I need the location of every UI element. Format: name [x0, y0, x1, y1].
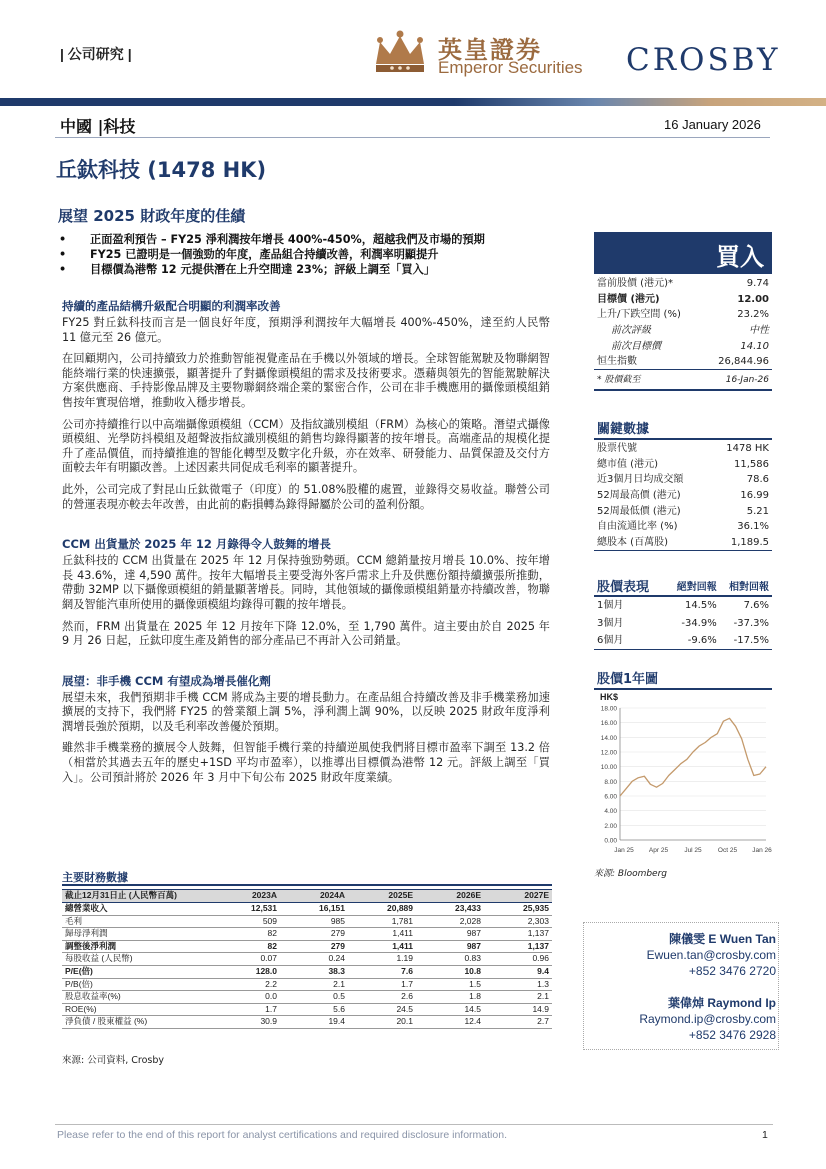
rating-row: 當前股價 (港元)* 9.74: [597, 278, 769, 289]
table-cell: 19.4: [280, 1016, 348, 1029]
paragraph: 展望未來，我們預期非手機 CCM 將成為主要的增長動力。在產品組合持續改善及非手機業務加速擴展的支持下，我們將 FY25 的營業額上調 5%，淨利潤上調 90%，以反映 2025 財政年度淨利潤增長強於預期，以及毛利率改善優於預期。: [62, 690, 550, 733]
key-data-row: 52周最低價 (港元) 5.21: [597, 505, 769, 517]
table-cell: 股息收益率(%): [62, 991, 212, 1004]
table-cell: 9.4: [484, 965, 552, 978]
y-tick-label: 10.00: [600, 764, 617, 772]
table-cell: 0.83: [416, 953, 484, 966]
table-header-cell: 2024A: [280, 890, 348, 903]
table-cell: 2.2: [212, 978, 280, 991]
table-cell: 5.6: [280, 1003, 348, 1016]
performance-header: 股價表現 絕對回報 相對回報: [594, 579, 772, 597]
table-cell: 987: [416, 928, 484, 941]
table-cell: 16,151: [280, 903, 348, 916]
table-cell: 985: [280, 915, 348, 928]
table-cell: 調整後淨利潤: [62, 940, 212, 953]
financials-source: 來源: 公司資料, Crosby: [62, 1055, 165, 1066]
table-row: [62, 991, 552, 1004]
table-cell: 2.6: [348, 991, 416, 1004]
table-cell: 12,531: [212, 903, 280, 916]
paragraph: 公司亦持續推行以中高端攝像頭模組（CCM）及指紋識別模組（FRM）為核心的策略。潛望式攝像頭模組、光學防抖模組及超聲波指紋識別模組的銷售均錄得顯著的按年增長。高端產品的規模化提升了產品價值，而持續推進的智能化轉型及數字化升級，亦在效率、研發能力、品質保證及交付方面較去年有明顯改善。上述因素共同促成毛利率的顯著提升。: [62, 417, 550, 475]
key-data-row: 近3個月日均成交額 78.6: [597, 474, 769, 486]
section-heading: 持續的產品結構升級配合明顯的利潤率改善: [62, 299, 281, 313]
paragraph: 然而，FRM 出貨量在 2025 年 12 月按年下降 12.0%，至 1,790 萬件。這主要由於自 2025 年 9 月 26 日起，丘鈦印度生產及銷售的部分產品已不再計入公司銷量。: [62, 619, 550, 648]
table-cell: 987: [416, 940, 484, 953]
table-header-cell: 2027E: [484, 890, 552, 903]
table-cell: 0.96: [484, 953, 552, 966]
table-row: [62, 940, 552, 953]
key-point-3: • 目標價為港幣 12 元提供潛在上升空間達 23%；評級上調至「買入」: [56, 263, 576, 277]
table-row: [62, 978, 552, 991]
table-cell: 20,889: [348, 903, 416, 916]
key-point-2: • FY25 已證明是一個強勁的年度，產品組合持續改善，利潤率明顯提升: [56, 248, 576, 262]
y-tick-label: 2.00: [604, 822, 617, 830]
table-cell: 82: [212, 940, 280, 953]
table-cell: 12.4: [416, 1016, 484, 1029]
page-number: 1: [762, 1129, 768, 1141]
key-data-row: 股票代號 1478 HK: [597, 443, 769, 454]
rating-row: 恒生指數 26,844.96: [594, 354, 772, 370]
price-chart: [594, 690, 784, 868]
y-tick-label: 12.00: [600, 749, 617, 757]
emperor-crown-logo: [370, 28, 430, 78]
report-subtitle: 展望 2025 財政年度的佳績: [58, 207, 246, 225]
rating-label: 買入: [716, 243, 764, 271]
y-tick-label: 14.00: [600, 734, 617, 742]
key-points: [56, 233, 576, 277]
table-cell: 23,433: [416, 903, 484, 916]
table-cell: 14.5: [416, 1003, 484, 1016]
table-row: [62, 928, 552, 941]
rating-banner: [594, 232, 772, 274]
company-title: 丘鈦科技 (1478 HK): [56, 158, 267, 182]
table-cell: 24.5: [348, 1003, 416, 1016]
table-cell: 總營業收入: [62, 903, 212, 916]
table-cell: 14.9: [484, 1003, 552, 1016]
rating-row: 上升/下跌空間 (%) 23.2%: [597, 309, 769, 321]
table-row: [62, 1003, 552, 1016]
logo-cn: 英皇證券: [438, 36, 542, 64]
table-cell: 2,303: [484, 915, 552, 928]
section-heading: 展望：非手機 CCM 有望成為增長催化劑: [62, 673, 271, 688]
rating-row: 前次評級 中性: [611, 325, 769, 337]
y-tick-label: 18.00: [600, 705, 617, 713]
performance-row: 6個月 -9.6% -17.5%: [594, 632, 772, 650]
price-date-note: * 股價截至 16-Jan-26: [594, 373, 772, 391]
x-tick-label: Jul 25: [684, 847, 702, 854]
table-cell: 0.24: [280, 953, 348, 966]
table-cell: 7.6: [348, 965, 416, 978]
financials-title-rule: [62, 884, 552, 886]
report-type: | 公司研究 |: [60, 46, 132, 62]
table-cell: 1.8: [416, 991, 484, 1004]
table-cell: 2.1: [280, 978, 348, 991]
chart-source: 來源: Bloomberg: [594, 869, 668, 879]
performance-row: 3個月 -34.9% -37.3%: [597, 617, 770, 629]
table-cell: 1.19: [348, 953, 416, 966]
table-cell: 10.8: [416, 965, 484, 978]
header-bar: [0, 98, 826, 106]
price-chart-title: 股價1年圖: [594, 668, 772, 690]
key-point-1: • 正面盈利預告 – FY25 淨利潤按年增長 400%-450%，超越我們及市場的預期: [56, 233, 576, 247]
table-cell: 毛利: [62, 915, 212, 928]
footer-disclaimer: Please refer to the end of this report for analyst certifications and required disclosure information.: [57, 1129, 507, 1141]
x-tick-label: Apr 25: [648, 847, 669, 854]
y-tick-label: 6.00: [604, 793, 617, 801]
logo-en: Emperor Securities: [438, 58, 583, 77]
table-cell: 509: [212, 915, 280, 928]
performance-row: 1個月 14.5% 7.6%: [597, 600, 770, 611]
table-cell: 1,137: [484, 940, 552, 953]
key-data-row: 總市值 (港元) 11,586: [597, 458, 769, 470]
table-row: [62, 965, 552, 978]
table-cell: 38.3: [280, 965, 348, 978]
table-cell: 1,411: [348, 928, 416, 941]
table-cell: 每股收益 (人民幣): [62, 953, 212, 966]
table-cell: 1,411: [348, 940, 416, 953]
financials-title: 主要財務數據: [62, 871, 128, 884]
sector-rule: [55, 137, 770, 138]
table-header-row: [62, 890, 552, 903]
table-cell: 2,028: [416, 915, 484, 928]
y-axis-label: HK$: [600, 692, 619, 702]
y-tick-label: 4.00: [604, 808, 617, 816]
y-tick-label: 16.00: [600, 720, 617, 728]
table-cell: 25,935: [484, 903, 552, 916]
key-data-row: 總股本 (百萬股) 1,189.5: [594, 535, 772, 551]
table-row: [62, 915, 552, 928]
analyst-email[interactable]: Ewuen.tan@crosby.com: [646, 948, 776, 962]
table-cell: 1.3: [484, 978, 552, 991]
x-tick-label: Oct 25: [717, 847, 738, 854]
table-header-cell: 2026E: [416, 890, 484, 903]
table-cell: 淨負債 / 股東權益 (%): [62, 1016, 212, 1029]
table-cell: P/E(倍): [62, 965, 212, 978]
table-cell: 20.1: [348, 1016, 416, 1029]
table-header-cell: 2025E: [348, 890, 416, 903]
paragraph: FY25 對丘鈦科技而言是一個良好年度，預期淨利潤按年大幅增長 400%-450%，達至約人民幣 11 億元至 26 億元。: [62, 316, 550, 344]
paragraph: 丘鈦科技的 CCM 出貨量在 2025 年 12 月保持強勁勢頭。CCM 總銷量按月增長 10.0%、按年增長 43.6%，達 4,590 萬件。按年大幅增長主要受海外客戶需求上升及供應份額持續擴張所推動，帶動 32MP 以下攝像頭模組的銷量顯著增長。同時，其他領域的攝像頭模組銷量亦持續改善，物聯網及智能汽車所使用的攝像頭模組均錄得可觀的按年增長。: [62, 554, 550, 611]
y-tick-label: 8.00: [604, 778, 617, 786]
report-date: 16 January 2026: [664, 117, 761, 132]
crosby-logo: CROSBY: [626, 42, 781, 78]
key-data-title: 關鍵數據: [594, 418, 772, 440]
table-row: [62, 1016, 552, 1029]
table-cell: P/B(倍): [62, 978, 212, 991]
crown-icon: [370, 28, 430, 78]
sector-label: 中國 |科技: [60, 117, 136, 136]
table-cell: 1,137: [484, 928, 552, 941]
analyst-email[interactable]: Raymond.ip@crosby.com: [639, 1012, 776, 1026]
key-data-block: [594, 418, 772, 551]
table-cell: 2.1: [484, 991, 552, 1004]
section-heading: CCM 出貨量於 2025 年 12 月錄得令人鼓舞的增長: [62, 537, 331, 552]
table-cell: 279: [280, 940, 348, 953]
analyst-name: 陳儀雯 E Wuen Tan: [669, 932, 776, 946]
price-series-line: [620, 718, 766, 796]
paragraph: 在回顧期內，公司持續致力於推動智能視覺產品在手機以外領域的增長。全球智能駕駛及物聯網智能終端行業的快速擴張，顯著提升了對攝像頭模組的需求及技術要求。憑藉與領先的智能駕駛解決方案供應商、手持影像品牌及主要物聯網終端企業的緊密合作，公司在非手機應用的攝像頭模組銷售按年實現倍增，推動收入穩步增長。: [62, 352, 550, 409]
analyst-block: [583, 931, 776, 1043]
table-cell: 0.5: [280, 991, 348, 1004]
table-cell: 0.0: [212, 991, 280, 1004]
main-column: [62, 298, 550, 785]
table-row: [62, 903, 552, 916]
table-cell: 1.7: [348, 978, 416, 991]
price-chart-svg: [594, 690, 784, 868]
x-tick-label: Jan 25: [614, 847, 634, 854]
table-cell: 歸母淨利潤: [62, 928, 212, 941]
x-tick-label: Jan 26: [752, 847, 772, 854]
financial-table: [62, 889, 552, 1029]
table-cell: 1.5: [416, 978, 484, 991]
table-header-cell: 截止12月31日止 (人民幣百萬): [62, 890, 212, 903]
paragraph: 此外，公司完成了對昆山丘鈦微電子（印度）的 51.08%股權的處置，並錄得交易收益。聯營公司的營運表現亦較去年改善，由此前的虧損轉為錄得歸屬於公司的盈利份額。: [62, 482, 550, 511]
analyst-phone: +852 3476 2720: [688, 964, 776, 978]
table-header-cell: 2023A: [212, 890, 280, 903]
table-cell: 0.07: [212, 953, 280, 966]
table-cell: 30.9: [212, 1016, 280, 1029]
table-row: [62, 953, 552, 966]
table-cell: 1,781: [348, 915, 416, 928]
key-data-row: 自由流通比率 (%) 36.1%: [597, 521, 769, 533]
analyst-name: 葉偉焯 Raymond Ip: [667, 996, 776, 1010]
table-cell: 279: [280, 928, 348, 941]
rating-table: [594, 276, 772, 391]
key-data-row: 52周最高價 (港元) 16.99: [597, 490, 769, 502]
performance-title: 股價表現: [597, 580, 650, 595]
paragraph: 雖然非手機業務的擴展令人鼓舞，但智能手機行業的持續逆風使我們將目標市盈率下調至 13.2 倍（相當於其過去五年的歷史+1SD 平均市盈率），以推導出目標價為港幣 12 元。評級上調至「買入」。公司預計將於 2026 年 3 月中下旬公布 2025 財政年度業績。: [62, 741, 550, 784]
analyst-phone: +852 3476 2928: [688, 1028, 776, 1042]
rating-row: 目標價 (港元) 12.00: [597, 293, 769, 305]
table-cell: 1.7: [212, 1003, 280, 1016]
y-tick-label: 0.00: [604, 837, 617, 845]
table-cell: 128.0: [212, 965, 280, 978]
footer-rule: [55, 1124, 773, 1125]
table-cell: 82: [212, 928, 280, 941]
table-cell: ROE(%): [62, 1003, 212, 1016]
performance-block: [594, 579, 772, 650]
rating-row: 前次目標價 14.10: [611, 340, 769, 352]
table-cell: 2.7: [484, 1016, 552, 1029]
